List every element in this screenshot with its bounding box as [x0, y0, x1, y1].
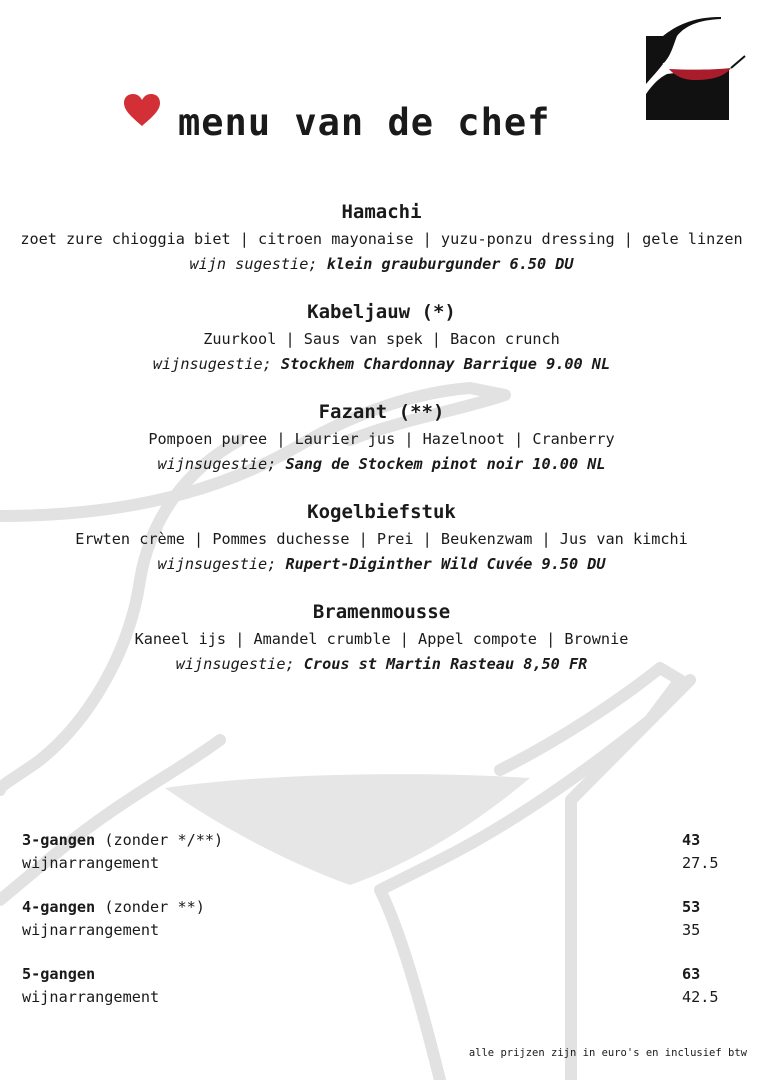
wine-price-row — [22, 919, 742, 942]
wine-arrangement-price: 42.5 — [682, 988, 719, 1006]
price-footnote: alle prijzen zijn in euro's en inclusief btw — [468, 1047, 747, 1059]
price-block — [22, 829, 742, 875]
wine-suggestion — [10, 252, 753, 277]
menu-price-row — [22, 963, 742, 986]
menu-price: 53 — [682, 898, 701, 916]
menu-label — [22, 896, 205, 919]
price-list — [22, 829, 742, 1030]
wine-prefix: wijnsugestie; — [152, 355, 272, 373]
course-item — [10, 497, 753, 577]
wine-name: Stockhem Chardonnay Barrique 9.00 NL — [280, 355, 611, 373]
wine-arrangement-price: 35 — [682, 921, 701, 939]
wine-prefix: wijn sugestie; — [189, 255, 318, 273]
course-description: Pompoen puree | Laurier jus | Hazelnoot | Cranberry — [148, 430, 615, 448]
wine-prefix: wijnsugestie; — [175, 655, 295, 673]
menu-size: 5-gangen — [22, 965, 96, 983]
price-block — [22, 963, 742, 1009]
course-list — [10, 197, 753, 697]
menu-note: (zonder **) — [104, 898, 205, 916]
wine-glass-logo — [643, 14, 747, 120]
course-item — [10, 297, 753, 377]
price-block — [22, 896, 742, 942]
wine-suggestion — [10, 452, 753, 477]
course-description: Zuurkool | Saus van spek | Bacon crunch — [203, 330, 560, 348]
menu-price-row — [22, 829, 742, 852]
course-description: zoet zure chioggia biet | citroen mayonaise | yuzu-ponzu dressing | gele linzen — [20, 230, 743, 248]
course-name: Kabeljauw (*) — [307, 301, 456, 323]
wine-name: Crous st Martin Rasteau 8,50 FR — [303, 655, 588, 673]
wine-price-row — [22, 852, 742, 875]
course-item — [10, 597, 753, 677]
course-description: Erwten crème | Pommes duchesse | Prei | Beukenzwam | Jus van kimchi — [75, 530, 688, 548]
wine-name: Sang de Stockem pinot noir 10.00 NL — [285, 455, 606, 473]
wine-suggestion — [10, 352, 753, 377]
menu-label — [22, 829, 223, 852]
wine-name: klein grauburgunder 6.50 DU — [326, 255, 574, 273]
wine-arrangement-price: 27.5 — [682, 854, 719, 872]
menu-note: (zonder */**) — [104, 831, 224, 849]
wine-prefix: wijnsugestie; — [157, 455, 277, 473]
course-description: Kaneel ijs | Amandel crumble | Appel compote | Brownie — [134, 630, 629, 648]
menu-price: 43 — [682, 831, 701, 849]
page-title: menu van de chef — [178, 101, 551, 144]
wine-price-row — [22, 986, 742, 1009]
course-name: Bramenmousse — [312, 601, 451, 623]
wine-arrangement-label: wijnarrangement — [22, 854, 160, 872]
wine-arrangement-label: wijnarrangement — [22, 988, 160, 1006]
wine-prefix: wijnsugestie; — [157, 555, 277, 573]
wine-suggestion — [10, 552, 753, 577]
course-item — [10, 397, 753, 477]
wine-suggestion — [10, 652, 753, 677]
menu-size: 3-gangen — [22, 831, 96, 849]
course-item — [10, 197, 753, 277]
course-name: Kogelbiefstuk — [307, 501, 456, 523]
course-name: Fazant (**) — [318, 401, 445, 423]
menu-price: 63 — [682, 965, 701, 983]
menu-price-row — [22, 896, 742, 919]
wine-name: Rupert-Diginther Wild Cuvée 9.50 DU — [285, 555, 606, 573]
menu-size: 4-gangen — [22, 898, 96, 916]
wine-arrangement-label: wijnarrangement — [22, 921, 160, 939]
heart-icon — [123, 93, 161, 127]
menu-label — [22, 963, 95, 986]
course-name: Hamachi — [341, 201, 422, 223]
